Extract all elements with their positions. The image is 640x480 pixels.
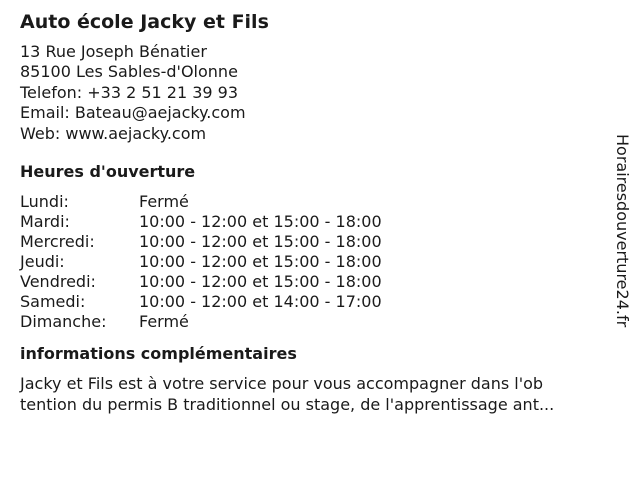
opening-hours-heading: Heures d'ouverture: [20, 162, 196, 182]
address-street: 13 Rue Joseph Bénatier: [20, 42, 207, 61]
hours-value: 10:00 - 12:00 et 15:00 - 18:00: [139, 252, 382, 272]
hours-row-saturday: [20, 292, 610, 312]
business-name: Auto école Jacky et Fils: [20, 11, 269, 33]
site-watermark: Horairesdouverture24.fr: [613, 134, 632, 328]
phone-number[interactable]: Telefon: +33 2 51 21 39 93: [20, 82, 239, 102]
hours-row-sunday: [20, 312, 610, 332]
hours-row-friday: [20, 272, 610, 292]
opening-hours-table: [20, 192, 610, 332]
hours-row-thursday: [20, 252, 610, 272]
hours-value: 10:00 - 12:00 et 15:00 - 18:00: [139, 232, 382, 252]
hours-day: Samedi:: [20, 292, 86, 312]
hours-day: Jeudi:: [20, 252, 65, 272]
hours-value: 10:00 - 12:00 et 15:00 - 18:00: [139, 272, 382, 292]
hours-value: Fermé: [139, 192, 189, 212]
additional-info-heading: informations complémentaires: [20, 344, 297, 364]
hours-row-wednesday: [20, 232, 610, 252]
hours-row-tuesday: [20, 212, 610, 232]
business-card: [20, 10, 610, 415]
hours-day: Lundi:: [20, 192, 69, 212]
hours-day: Mercredi:: [20, 232, 95, 252]
hours-day: Mardi:: [20, 212, 70, 232]
website-link[interactable]: Web: www.aejacky.com: [20, 123, 207, 143]
hours-value: Fermé: [139, 312, 189, 332]
hours-value: 10:00 - 12:00 et 14:00 - 17:00: [139, 292, 382, 312]
address-block: [20, 42, 610, 144]
info-line: tention du permis B traditionnel ou stage, de l'apprentissage ant...: [20, 394, 555, 414]
hours-day: Vendredi:: [20, 272, 96, 292]
email-address[interactable]: Email: Bateau@aejacky.com: [20, 103, 246, 123]
hours-row-monday: [20, 192, 610, 212]
info-line: Jacky et Fils est à votre service pour vous accompagner dans l'ob: [20, 374, 544, 394]
address-city: 85100 Les Sables-d'Olonne: [20, 62, 238, 82]
hours-value: 10:00 - 12:00 et 15:00 - 18:00: [139, 212, 382, 232]
hours-day: Dimanche:: [20, 312, 107, 332]
additional-info-text: [20, 374, 610, 415]
